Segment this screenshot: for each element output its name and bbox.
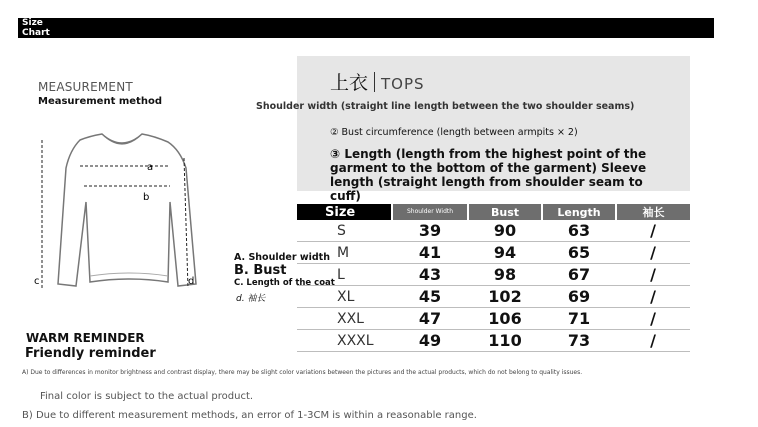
cell-size: XL	[297, 286, 392, 308]
cell-bust: 102	[468, 286, 542, 308]
reminder-subtitle: Friendly reminder	[25, 346, 156, 361]
header-sleeve: 袖长	[616, 204, 690, 220]
cell-bust: 110	[468, 330, 542, 352]
table-row	[297, 308, 690, 330]
sweater-outline	[58, 134, 196, 286]
size-table	[297, 204, 690, 352]
legend-c: C. Length of the coat	[234, 278, 335, 288]
table-row	[297, 330, 690, 352]
tops-title-cn: 上衣	[330, 72, 369, 94]
cell-bust: 94	[468, 242, 542, 264]
cell-length: 69	[542, 286, 616, 308]
cell-length: 67	[542, 264, 616, 286]
cell-shoulder: 45	[392, 286, 468, 308]
table-row	[297, 264, 690, 286]
header-length: Length	[542, 204, 616, 220]
label-d: d	[188, 276, 195, 287]
table-row	[297, 286, 690, 308]
tops-title	[330, 68, 425, 95]
cell-sleeve: /	[616, 220, 690, 242]
cell-shoulder: 39	[392, 220, 468, 242]
cell-size: S	[297, 220, 392, 242]
cell-sleeve: /	[616, 330, 690, 352]
header-bust: Bust	[468, 204, 542, 220]
legend-a: A. Shoulder width	[234, 252, 330, 263]
cell-size: XXL	[297, 308, 392, 330]
tops-line-shoulder: Shoulder width (straight line length between the two shoulder seams)	[256, 101, 635, 112]
cell-size: XXXL	[297, 330, 392, 352]
cell-length: 73	[542, 330, 616, 352]
reminder-title: WARM REMINDER	[26, 331, 145, 345]
legend-d: d. 袖长	[236, 294, 266, 304]
table-row	[297, 242, 690, 264]
header-shoulder: Shoulder Width	[392, 204, 468, 220]
size-table-header	[297, 204, 690, 220]
cell-length: 63	[542, 220, 616, 242]
reminder-note-final: Final color is subject to the actual product.	[40, 391, 254, 402]
cell-length: 65	[542, 242, 616, 264]
cell-length: 71	[542, 308, 616, 330]
cell-bust: 98	[468, 264, 542, 286]
label-b: b	[143, 192, 150, 203]
reminder-note-a: A) Due to differences in monitor brightness and contrast display, there may be slight color variations between the pictures and the actual products, which do not belong to quality issues.	[22, 369, 583, 376]
cell-shoulder: 49	[392, 330, 468, 352]
cell-shoulder: 47	[392, 308, 468, 330]
tops-title-en: TOPS	[381, 75, 425, 93]
cell-bust: 106	[468, 308, 542, 330]
cell-sleeve: /	[616, 308, 690, 330]
sweater-diagram	[30, 128, 220, 318]
cell-shoulder: 43	[392, 264, 468, 286]
label-a: a	[147, 162, 154, 173]
header-bar	[18, 18, 714, 38]
label-c: c	[34, 276, 40, 287]
tops-line-bust: ② Bust circumference (length between armpits × 2)	[330, 127, 578, 138]
cell-sleeve: /	[616, 286, 690, 308]
header-size: Size	[297, 204, 392, 220]
cell-size: L	[297, 264, 392, 286]
cell-sleeve: /	[616, 242, 690, 264]
cell-size: M	[297, 242, 392, 264]
legend-b: B. Bust	[234, 263, 287, 278]
measurement-title: MEASUREMENT	[38, 80, 133, 94]
reminder-note-b: B) Due to different measurement methods, an error of 1-3CM is within a reasonable range.	[22, 410, 477, 421]
tops-line-length: ③ Length (length from the highest point of the garment to the bottom of the garment) Sleeve length (straight length from shoulder seam to cuff)	[330, 147, 647, 203]
cell-shoulder: 41	[392, 242, 468, 264]
cell-sleeve: /	[616, 264, 690, 286]
table-row	[297, 220, 690, 242]
cell-bust: 90	[468, 220, 542, 242]
page-title: Size Chart	[22, 18, 50, 38]
measurement-subtitle: Measurement method	[38, 96, 162, 107]
